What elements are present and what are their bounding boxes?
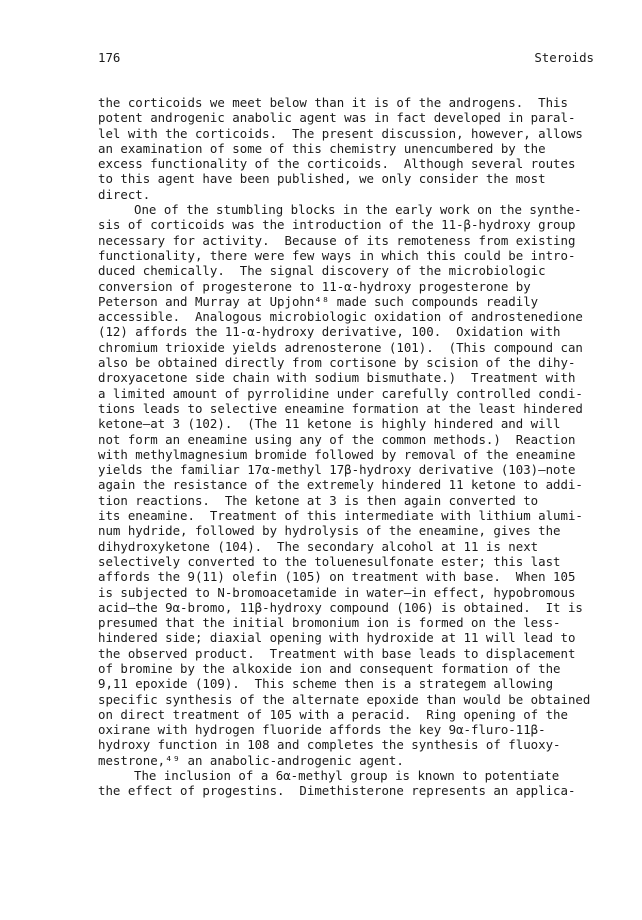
paragraph-start-line: The inclusion of a 6α-methyl group is known to potentiate: [134, 768, 560, 784]
body-text: [98, 95, 598, 799]
text-line: presumed that the initial bromonium ion is formed on the less-: [98, 615, 561, 631]
text-line: hindered side; diaxial opening with hydroxide at 11 will lead to: [98, 630, 576, 646]
text-line: an examination of some of this chemistry unencumbered by the: [98, 140, 546, 156]
page-header: [98, 50, 594, 66]
text-line: also be obtained directly from cortisone by scision of the dihy-: [98, 355, 576, 371]
text-line: on direct treatment of 105 with a peracid. Ring opening of the: [98, 706, 568, 722]
text-line: specific synthesis of the alternate epoxide than would be obtained: [98, 691, 591, 707]
text-line: functionality, there were few ways in which this could be intro-: [98, 247, 576, 263]
text-line: a limited amount of pyrrolidine under carefully controlled condi-: [98, 385, 583, 401]
page-number: 176: [98, 50, 121, 65]
text-line: potent androgenic anabolic agent was in fact developed in paral-: [98, 110, 576, 126]
text-line: acid—the 9α-bromo, 11β-hydroxy compound (106) is obtained. It is: [98, 599, 583, 615]
text-line: to this agent have been published, we only consider the most: [98, 171, 546, 187]
text-line: yields the familiar 17α-methyl 17β-hydroxy derivative (103)—note: [98, 462, 576, 478]
text-line: (12) affords the 11-α-hydroxy derivative, 100. Oxidation with: [98, 324, 561, 340]
text-line: lel with the corticoids. The present discussion, however, allows: [98, 125, 583, 141]
text-line: hydroxy function in 108 and completes the synthesis of fluoxy-: [98, 737, 561, 753]
text-line: accessible. Analogous microbiologic oxidation of androstenedione: [98, 309, 583, 325]
text-line: sis of corticoids was the introduction of the 11-β-hydroxy group: [98, 217, 576, 233]
paragraph-start-line: One of the stumbling blocks in the early work on the synthe-: [134, 202, 582, 218]
text-line: chromium trioxide yields adrenosterone (101). (This compound can: [98, 339, 583, 355]
text-line: again the resistance of the extremely hindered 11 ketone to addi-: [98, 477, 583, 493]
text-line: with methylmagnesium bromide followed by removal of the eneamine: [98, 446, 576, 462]
text-line: mestrone,⁴⁹ an anabolic-androgenic agent.: [98, 752, 404, 768]
running-title: Steroids: [534, 50, 594, 65]
text-line: the effect of progestins. Dimethisterone represents an applica-: [98, 783, 576, 799]
text-line: the corticoids we meet below than it is of the androgens. This: [98, 95, 568, 110]
text-line: excess functionality of the corticoids. Although several routes: [98, 156, 576, 172]
text-line: not form an eneamine using any of the common methods.) Reaction: [98, 431, 576, 447]
text-line: 9,11 epoxide (109). This scheme then is a strategem allowing: [98, 676, 554, 692]
text-line: affords the 9(11) olefin (105) on treatment with base. When 105: [98, 569, 576, 585]
text-line: tions leads to selective eneamine formation at the least hindered: [98, 400, 583, 416]
text-line: duced chemically. The signal discovery of the microbiologic: [98, 263, 546, 279]
text-line: its eneamine. Treatment of this intermediate with lithium alumi-: [98, 508, 583, 524]
text-line: is subjected to N-bromoacetamide in water—in effect, hypobromous: [98, 584, 576, 600]
text-line: ketone—at 3 (102). (The 11 ketone is highly hindered and will: [98, 416, 561, 432]
text-line: selectively converted to the toluenesulfonate ester; this last: [98, 553, 561, 569]
text-line: of bromine by the alkoxide ion and consequent formation of the: [98, 660, 561, 676]
text-line: tion reactions. The ketone at 3 is then again converted to: [98, 492, 539, 508]
text-line: dihydroxyketone (104). The secondary alcohol at 11 is next: [98, 538, 539, 554]
text-line: oxirane with hydrogen fluoride affords the key 9α-fluro-11β-: [98, 722, 546, 738]
text-line: direct.: [98, 186, 151, 202]
text-line: the observed product. Treatment with base leads to displacement: [98, 645, 576, 661]
text-line: necessary for activity. Because of its remoteness from existing: [98, 232, 576, 248]
text-line: conversion of progesterone to 11-α-hydroxy progesterone by: [98, 278, 531, 294]
text-line: droxyacetone side chain with sodium bismuthate.) Treatment with: [98, 370, 576, 386]
text-line: num hydride, followed by hydrolysis of the eneamine, gives the: [98, 523, 561, 539]
text-line: Peterson and Murray at Upjohn⁴⁸ made such compounds readily: [98, 293, 539, 309]
